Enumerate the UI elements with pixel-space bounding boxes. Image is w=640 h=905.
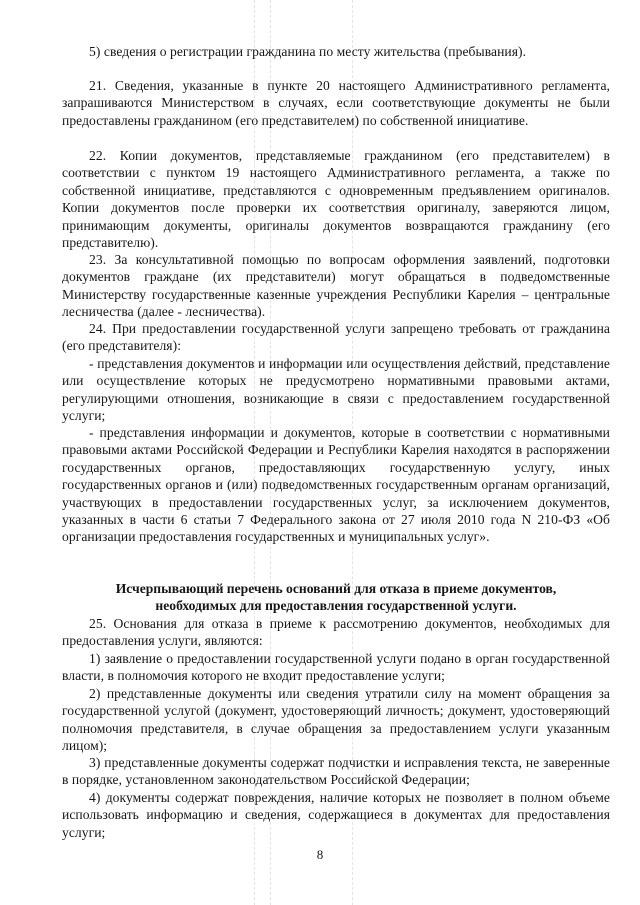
page-number: 8	[316, 847, 324, 862]
paragraph-24: 24. При предоставлении государственной услуги запрещено требовать от гражданина (его представителя):	[62, 321, 610, 354]
paragraph-24-item-2: - представления информации и документов, которые в соответствии с нормативными правовыми актами Российской Федерации и Республики Карелия находятся в распоряжении государственных органов, предоставляющих государственную услугу, иных государственных органов и (или) подведомственных государственным органам организаций, участвующих в предоставлении государственных услуг, за исключением документов, указанных в части 6 статьи 7 Федерального закона от 27 июля 2010 года N 210-ФЗ «Об организации предоставления государственных и муниципальных услуг».	[62, 425, 610, 545]
paragraph-22: 22. Копии документов, представляемые гражданином (его представителем) в соответствии с пунктом 19 настоящего Административного регламента, а также по собственной инициативе, представляются с одновременным предъявлением оригиналов. Копии документов после проверки их соответствия оригиналу, заверяются лицом, принимающим документы, оригиналы документов возвращаются гражданину (его представителю).	[62, 148, 610, 251]
paragraph-item-5-residence: 5) сведения о регистрации гражданина по месту жительства (пребывания).	[89, 44, 527, 59]
paragraph-25-item-4: 4) документы содержат повреждения, наличие которых не позволяет в полном объеме использовать информацию и сведения, содержащиеся в документах для предоставления услуги;	[62, 790, 610, 840]
paragraph-25-item-1: 1) заявление о предоставлении государственной услуги подано в орган государственной власти, в полномочия которого не входит предоставление услуги;	[62, 651, 610, 684]
paragraph-25-item-2: 2) представленные документы или сведения утратили силу на момент обращения за государственной услугой (документ, удостоверяющий личность; документ, удостоверяющий полномочия представителя, в случае обращения за предоставлением услуги указанным лицом);	[62, 686, 610, 754]
paragraph-25-item-3: 3) представленные документы содержат подчистки и исправления текста, не заверенные в порядке, установленном законодательством Российской Федерации;	[62, 755, 610, 788]
paragraph-21: 21. Сведения, указанные в пункте 20 настоящего Административного регламента, запрашиваются Министерством в случаях, если соответствующие документы не были предоставлены гражданином (его представителем) по собственной инициативе.	[62, 78, 610, 128]
paragraph-25: 25. Основания для отказа в приеме к рассмотрению документов, необходимых для предоставления услуги, являются:	[62, 616, 610, 649]
section-heading	[62, 580, 610, 615]
paragraph-24-item-1: - представления документов и информации или осуществления действий, представление или осуществление которых не предусмотрено нормативными правовыми актами, регулирующими отношения, возникающие в связи с предоставлением государственной услуги;	[62, 356, 610, 424]
paragraph-23: 23. За консультативной помощью по вопросам оформления заявлений, подготовки документов граждане (их представители) могут обращаться в подведомственные Министерству государственные казенные учреждения Республики Карелия – центральные лесничества (далее - лесничества).	[62, 252, 610, 320]
section-heading-line: Исчерпывающий перечень оснований для отказа в приеме документов,	[115, 581, 557, 596]
section-heading-line: необходимых для предоставления государственной услуги.	[155, 598, 517, 614]
